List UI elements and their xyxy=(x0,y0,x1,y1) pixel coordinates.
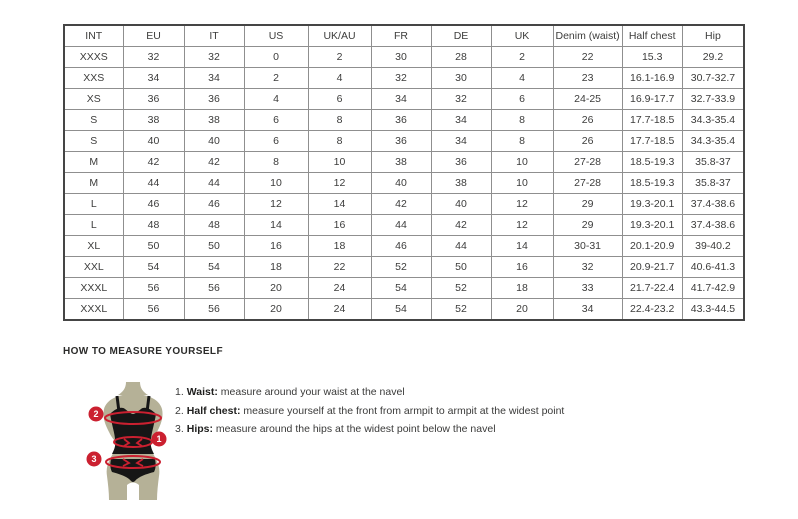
table-cell: 16 xyxy=(308,215,371,236)
table-cell: 2 xyxy=(491,47,553,68)
step-number: 1. xyxy=(175,386,184,398)
table-cell: 27-28 xyxy=(553,152,622,173)
table-cell: 24-25 xyxy=(553,89,622,110)
table-cell: 26 xyxy=(553,110,622,131)
table-cell: 10 xyxy=(491,173,553,194)
table-cell: 14 xyxy=(491,236,553,257)
table-cell: 28 xyxy=(431,47,491,68)
table-cell: XXL xyxy=(64,257,123,278)
column-header: Denim (waist) xyxy=(553,25,622,47)
table-cell: 26 xyxy=(553,131,622,152)
table-cell: 32 xyxy=(184,47,244,68)
table-cell: 16.9-17.7 xyxy=(622,89,682,110)
table-cell: 18.5-19.3 xyxy=(622,152,682,173)
table-cell: 54 xyxy=(371,278,431,299)
column-header: Hip xyxy=(682,25,744,47)
half-chest-badge xyxy=(89,407,104,422)
table-cell: 2 xyxy=(244,68,308,89)
table-row xyxy=(64,215,744,236)
table-row xyxy=(64,89,744,110)
table-cell: 10 xyxy=(308,152,371,173)
table-cell: 39-40.2 xyxy=(682,236,744,257)
table-cell: 6 xyxy=(244,131,308,152)
table-cell: 24 xyxy=(308,299,371,321)
table-cell: 8 xyxy=(244,152,308,173)
table-row xyxy=(64,47,744,68)
table-cell: 12 xyxy=(244,194,308,215)
table-cell: 8 xyxy=(491,110,553,131)
table-cell: 56 xyxy=(184,278,244,299)
table-cell: 20 xyxy=(244,278,308,299)
table-cell: S xyxy=(64,110,123,131)
table-cell: 40 xyxy=(184,131,244,152)
table-cell: 42 xyxy=(123,152,184,173)
table-cell: 40 xyxy=(431,194,491,215)
table-cell: 37.4-38.6 xyxy=(682,215,744,236)
table-cell: 34.3-35.4 xyxy=(682,131,744,152)
table-cell: 40 xyxy=(123,131,184,152)
table-cell: 8 xyxy=(308,131,371,152)
table-cell: 40.6-41.3 xyxy=(682,257,744,278)
measurement-mannequin-figure xyxy=(75,382,185,502)
table-cell: 30 xyxy=(431,68,491,89)
table-header-row xyxy=(64,25,744,47)
hips-badge xyxy=(87,452,102,467)
table-cell: 34 xyxy=(371,89,431,110)
table-cell: 40 xyxy=(371,173,431,194)
table-row xyxy=(64,257,744,278)
table-cell: 32 xyxy=(123,47,184,68)
table-cell: 18 xyxy=(491,278,553,299)
step-number: 3. xyxy=(175,423,184,435)
table-cell: L xyxy=(64,215,123,236)
table-cell: XXXL xyxy=(64,299,123,321)
table-cell: 50 xyxy=(184,236,244,257)
table-cell: 21.7-22.4 xyxy=(622,278,682,299)
table-cell: 38 xyxy=(371,152,431,173)
table-cell: 30-31 xyxy=(553,236,622,257)
measure-instructions-list xyxy=(175,387,564,443)
table-cell: 48 xyxy=(184,215,244,236)
table-cell: 52 xyxy=(431,278,491,299)
measure-step-hips xyxy=(175,424,564,435)
table-cell: 34.3-35.4 xyxy=(682,110,744,131)
table-cell: S xyxy=(64,131,123,152)
table-cell: 22 xyxy=(553,47,622,68)
table-cell: 16.1-16.9 xyxy=(622,68,682,89)
step-number: 2. xyxy=(175,404,184,417)
table-cell: 54 xyxy=(123,257,184,278)
table-row xyxy=(64,110,744,131)
how-to-measure-title: HOW TO MEASURE YOURSELF xyxy=(63,346,223,357)
table-cell: 38 xyxy=(123,110,184,131)
table-cell: 14 xyxy=(308,194,371,215)
table-cell: 14 xyxy=(244,215,308,236)
table-cell: 44 xyxy=(371,215,431,236)
measure-body xyxy=(63,365,723,505)
table-cell: 4 xyxy=(491,68,553,89)
table-cell: XL xyxy=(64,236,123,257)
table-cell: 8 xyxy=(491,131,553,152)
table-cell: 36 xyxy=(371,131,431,152)
measure-step-half-chest xyxy=(175,406,564,417)
table-cell: 29 xyxy=(553,215,622,236)
table-cell: 22.4-23.2 xyxy=(622,299,682,321)
table-cell: 54 xyxy=(371,299,431,321)
column-header: EU xyxy=(123,25,184,47)
table-cell: 0 xyxy=(244,47,308,68)
table-cell: 10 xyxy=(491,152,553,173)
table-cell: 50 xyxy=(431,257,491,278)
table-cell: 50 xyxy=(123,236,184,257)
step-term: Hips: xyxy=(186,423,214,435)
table-cell: 20 xyxy=(244,299,308,321)
table-cell: 35.8-37 xyxy=(682,152,744,173)
table-cell: M xyxy=(64,173,123,194)
table-cell: 18.5-19.3 xyxy=(622,173,682,194)
table-cell: 56 xyxy=(123,299,184,321)
table-cell: 36 xyxy=(371,110,431,131)
table-cell: 34 xyxy=(431,110,491,131)
table-cell: 44 xyxy=(184,173,244,194)
column-header: FR xyxy=(371,25,431,47)
svg-text:3: 3 xyxy=(91,454,97,465)
table-cell: 34 xyxy=(184,68,244,89)
table-cell: L xyxy=(64,194,123,215)
table-cell: 52 xyxy=(371,257,431,278)
table-row xyxy=(64,68,744,89)
table-cell: 20 xyxy=(491,299,553,321)
table-cell: 38 xyxy=(184,110,244,131)
measure-step-waist xyxy=(175,387,564,398)
table-cell: 6 xyxy=(491,89,553,110)
table-row xyxy=(64,194,744,215)
table-cell: 32 xyxy=(553,257,622,278)
table-cell: 22 xyxy=(308,257,371,278)
table-cell: 6 xyxy=(308,89,371,110)
table-cell: 44 xyxy=(123,173,184,194)
table-cell: 18 xyxy=(244,257,308,278)
column-header: DE xyxy=(431,25,491,47)
table-row xyxy=(64,152,744,173)
table-cell: 42 xyxy=(371,194,431,215)
waist-badge xyxy=(152,432,167,447)
table-cell: 35.8-37 xyxy=(682,173,744,194)
table-cell: 33 xyxy=(553,278,622,299)
table-cell: 42 xyxy=(431,215,491,236)
table-row xyxy=(64,299,744,321)
table-cell: 17.7-18.5 xyxy=(622,131,682,152)
table-cell: 8 xyxy=(308,110,371,131)
table-row xyxy=(64,236,744,257)
table-cell: 20.1-20.9 xyxy=(622,236,682,257)
table-cell: 24 xyxy=(308,278,371,299)
table-cell: 56 xyxy=(123,278,184,299)
table-cell: 32.7-33.9 xyxy=(682,89,744,110)
table-cell: 32 xyxy=(431,89,491,110)
table-cell: 30.7-32.7 xyxy=(682,68,744,89)
table-cell: 2 xyxy=(308,47,371,68)
table-cell: 37.4-38.6 xyxy=(682,194,744,215)
column-header: INT xyxy=(64,25,123,47)
column-header: UK xyxy=(491,25,553,47)
table-cell: 19.3-20.1 xyxy=(622,194,682,215)
table-body xyxy=(64,47,744,321)
table-cell: 18 xyxy=(308,236,371,257)
table-cell: 46 xyxy=(123,194,184,215)
table-cell: 54 xyxy=(184,257,244,278)
table-cell: XXXL xyxy=(64,278,123,299)
column-header: UK/AU xyxy=(308,25,371,47)
table-cell: 4 xyxy=(308,68,371,89)
table-cell: 34 xyxy=(553,299,622,321)
table-cell: 12 xyxy=(308,173,371,194)
table-cell: 29 xyxy=(553,194,622,215)
table-cell: 29.2 xyxy=(682,47,744,68)
table-cell: 36 xyxy=(431,152,491,173)
table-cell: 16 xyxy=(491,257,553,278)
step-text: measure around your waist at the navel xyxy=(217,386,405,398)
table-row xyxy=(64,131,744,152)
step-text: measure around the hips at the widest point below the navel xyxy=(213,423,496,435)
column-header: Half chest xyxy=(622,25,682,47)
table-cell: 36 xyxy=(184,89,244,110)
table-cell: 30 xyxy=(371,47,431,68)
table-cell: 27-28 xyxy=(553,173,622,194)
table-cell: 46 xyxy=(371,236,431,257)
table-cell: 38 xyxy=(431,173,491,194)
size-chart-table xyxy=(63,24,745,321)
table-cell: XXXS xyxy=(64,47,123,68)
table-cell: 48 xyxy=(123,215,184,236)
table-cell: 4 xyxy=(244,89,308,110)
table-cell: 20.9-21.7 xyxy=(622,257,682,278)
table-cell: 16 xyxy=(244,236,308,257)
table-cell: 15.3 xyxy=(622,47,682,68)
svg-text:2: 2 xyxy=(93,409,99,420)
table-cell: 42 xyxy=(184,152,244,173)
table-cell: 41.7-42.9 xyxy=(682,278,744,299)
table-cell: 10 xyxy=(244,173,308,194)
table-cell: 43.3-44.5 xyxy=(682,299,744,321)
table-cell: XS xyxy=(64,89,123,110)
column-header: IT xyxy=(184,25,244,47)
how-to-measure-section xyxy=(63,346,723,505)
step-text: measure yourself at the front from armpit to armpit at the widest point xyxy=(240,404,565,417)
table-cell: 44 xyxy=(431,236,491,257)
column-header: US xyxy=(244,25,308,47)
table-cell: 46 xyxy=(184,194,244,215)
table-cell: 34 xyxy=(123,68,184,89)
step-term: Half chest: xyxy=(186,404,241,417)
table-row xyxy=(64,173,744,194)
table-cell: 36 xyxy=(123,89,184,110)
table-cell: 12 xyxy=(491,215,553,236)
table-cell: 6 xyxy=(244,110,308,131)
table-cell: 19.3-20.1 xyxy=(622,215,682,236)
table-cell: M xyxy=(64,152,123,173)
table-row xyxy=(64,278,744,299)
table-cell: 23 xyxy=(553,68,622,89)
table-cell: 56 xyxy=(184,299,244,321)
table-cell: 12 xyxy=(491,194,553,215)
table-cell: 32 xyxy=(371,68,431,89)
table-cell: XXS xyxy=(64,68,123,89)
table-cell: 52 xyxy=(431,299,491,321)
table-cell: 17.7-18.5 xyxy=(622,110,682,131)
table-cell: 34 xyxy=(431,131,491,152)
step-term: Waist: xyxy=(186,386,218,398)
svg-text:1: 1 xyxy=(156,434,162,445)
